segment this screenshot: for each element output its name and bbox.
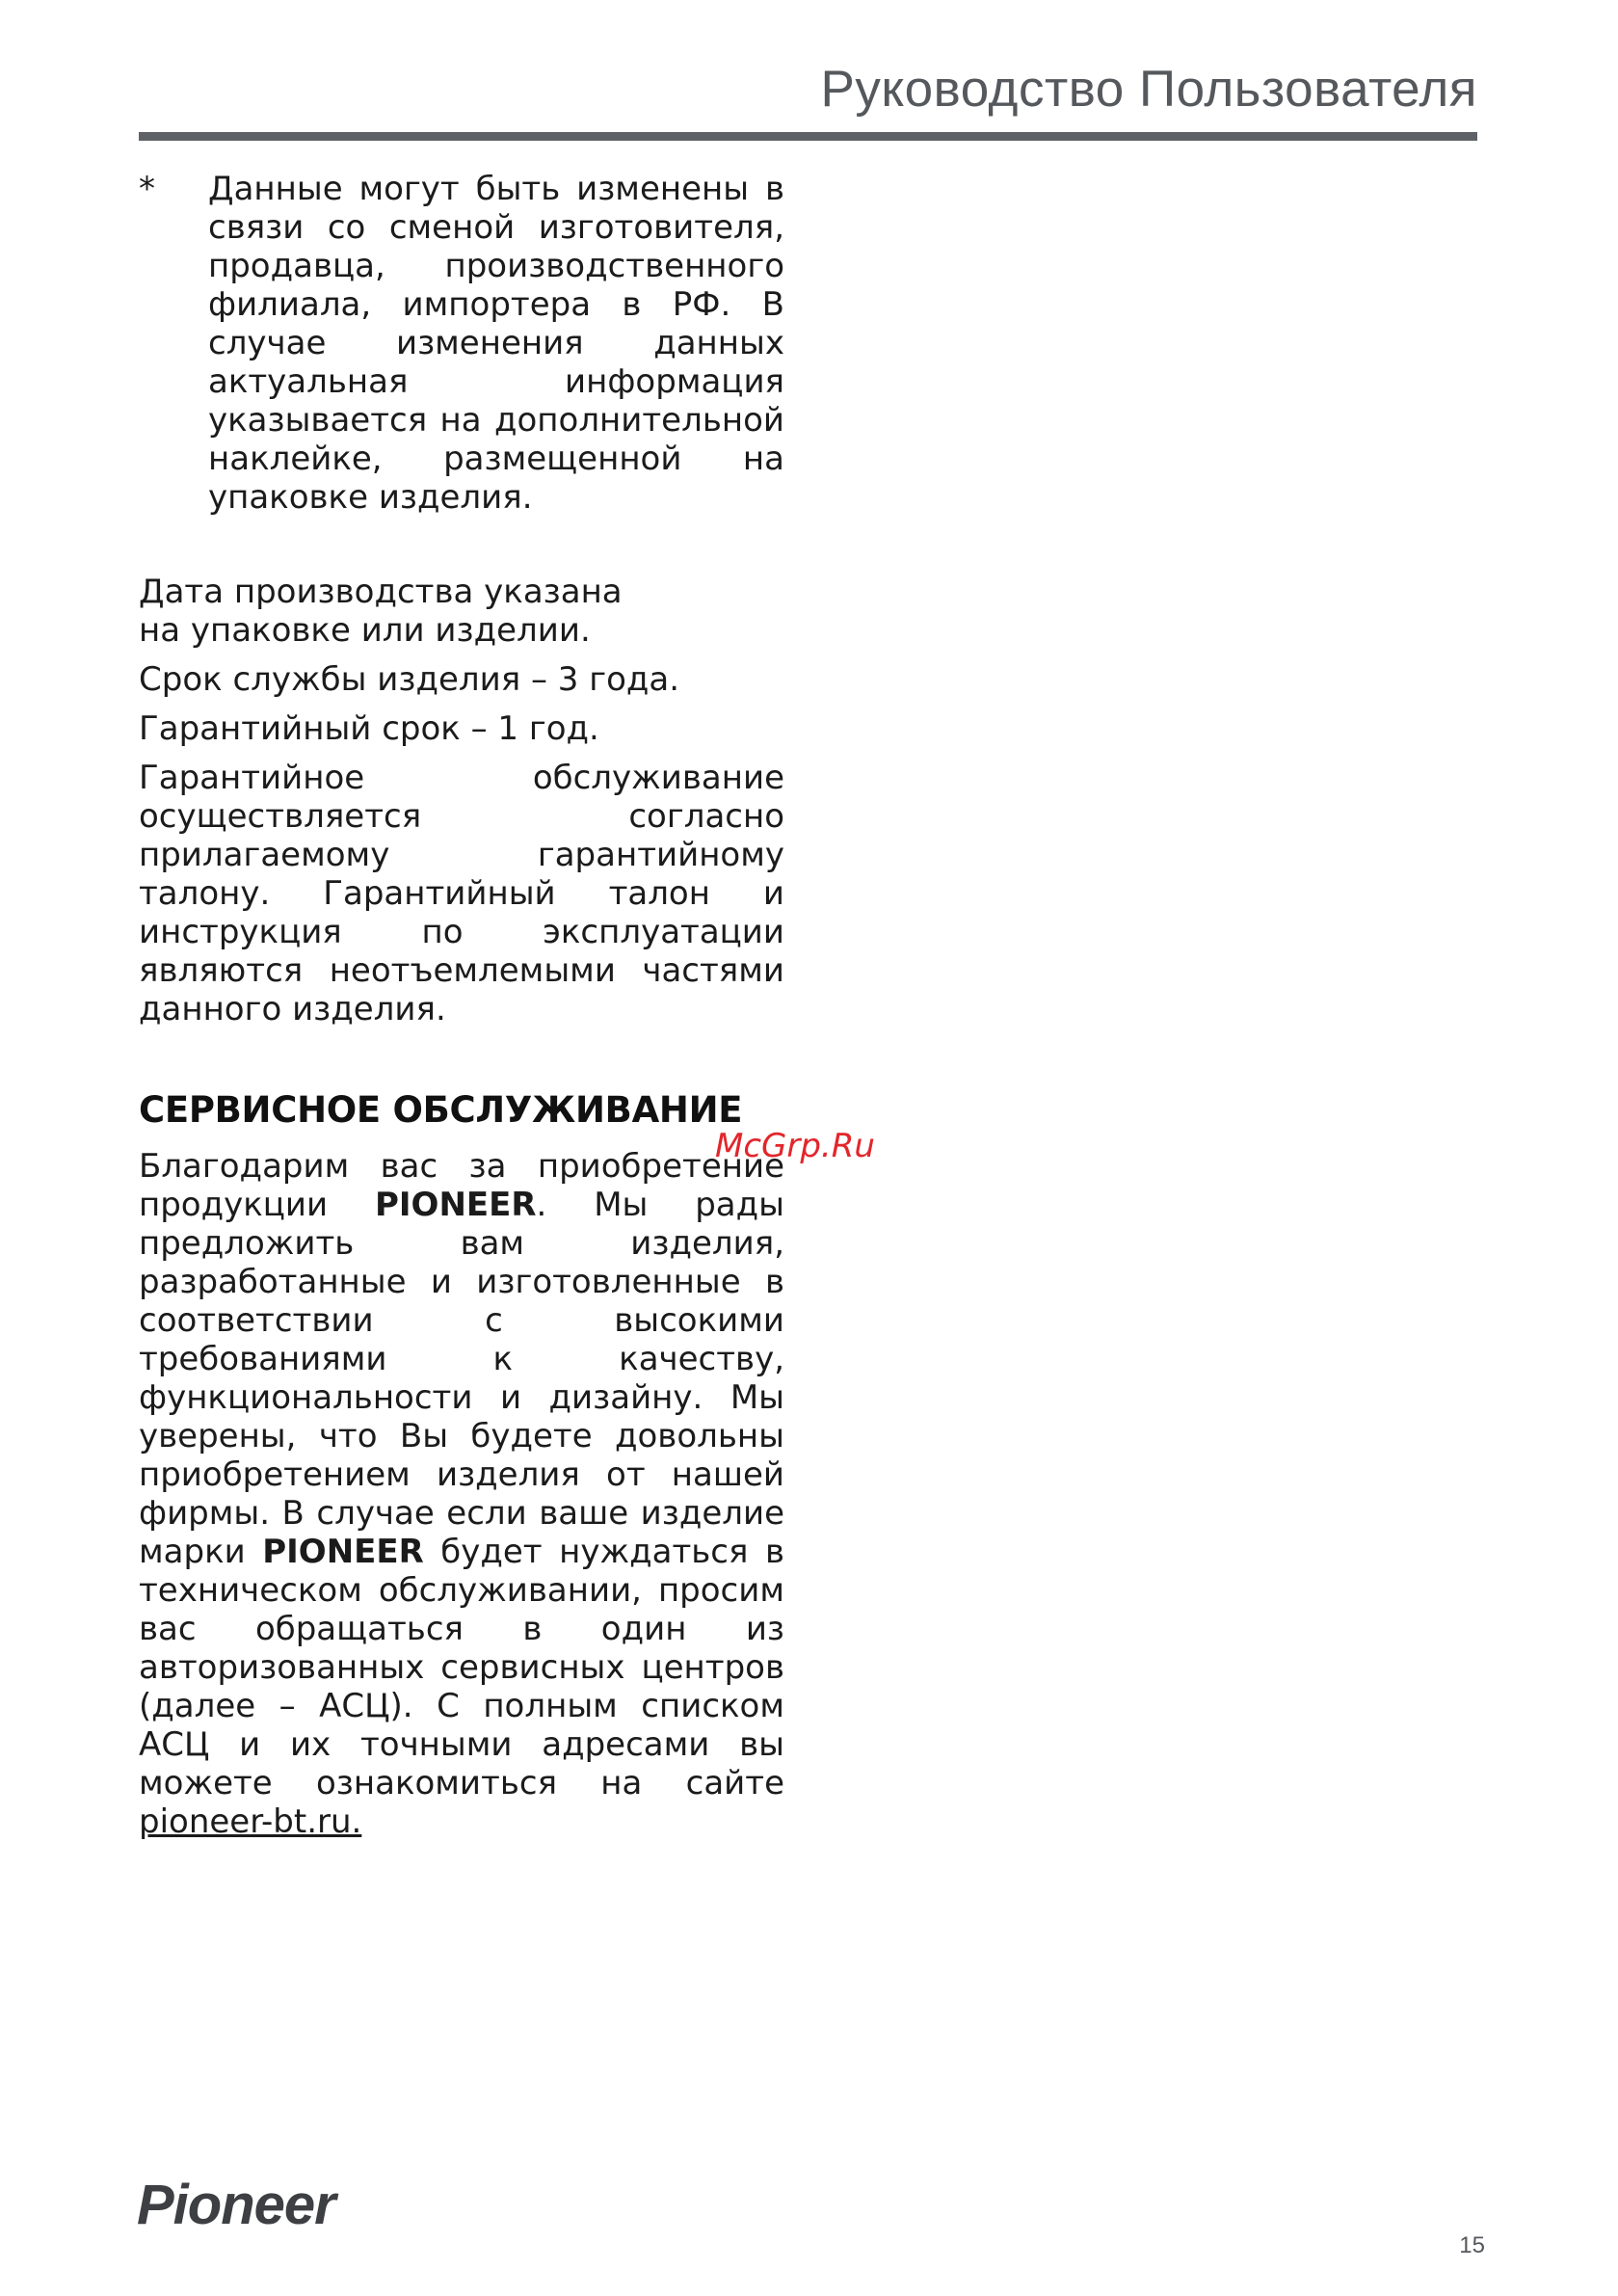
service-section-heading: СЕРВИСНОЕ ОБСЛУЖИВАНИЕ — [139, 1089, 743, 1131]
service-paragraph — [139, 1147, 784, 1841]
product-info — [139, 573, 784, 1028]
pioneer-logo: Pioneer — [137, 2174, 335, 2236]
page-number: 15 — [1459, 2232, 1485, 2258]
brand-name: PIONEER — [262, 1533, 424, 1571]
service-life-text: Срок службы изделия – 3 года. — [139, 660, 680, 699]
warranty-service-text: Гарантийное обслуживание осуществляется согласно прилагаемому гарантийному талону. Гарантийный талон и инструкция по эксплуатации являются неотъемлемыми частями данного изделия. — [139, 759, 784, 1028]
page-header-title: Руководство Пользователя — [820, 61, 1477, 118]
website-link[interactable]: pioneer-bt.ru. — [139, 1802, 362, 1841]
production-date-text: Дата производства указана на упаковке или изделии. — [139, 573, 623, 650]
header-divider — [139, 132, 1477, 141]
service-text-part2: . Мы рады предложить вам изделия, разработанные и изготовленные в соответствии с высокими требованиями к качеству, функциональности и дизайну. Мы уверены, что Вы будете довольны приобретением изделия от нашей фирмы. В случае если ваше изделие марки — [139, 1186, 784, 1571]
footnote-text: Данные могут быть изменены в связи со сменой изготовителя, продавца, производственного филиала, импортера в РФ. В случае изменения данных актуальная информация указывается на дополнительной наклейке, размещенной на упаковке изделия. — [208, 170, 784, 517]
brand-name: PIONEER — [374, 1186, 537, 1224]
service-text-part1: Благодарим вас за приобретение продукции — [139, 1147, 784, 1224]
warranty-period-text: Гарантийный срок – 1 год. — [139, 709, 599, 748]
footnote — [139, 170, 784, 517]
service-text-part3: будет нуждаться в техническом обслуживании, просим вас обращаться в один из авторизованных сервисных центров (далее – АСЦ). С полным списком АСЦ и их точными адресами вы можете ознакомиться на сайте — [139, 1533, 784, 1802]
footnote-marker: * — [139, 170, 155, 208]
watermark: McGrp.Ru — [715, 1127, 875, 1165]
